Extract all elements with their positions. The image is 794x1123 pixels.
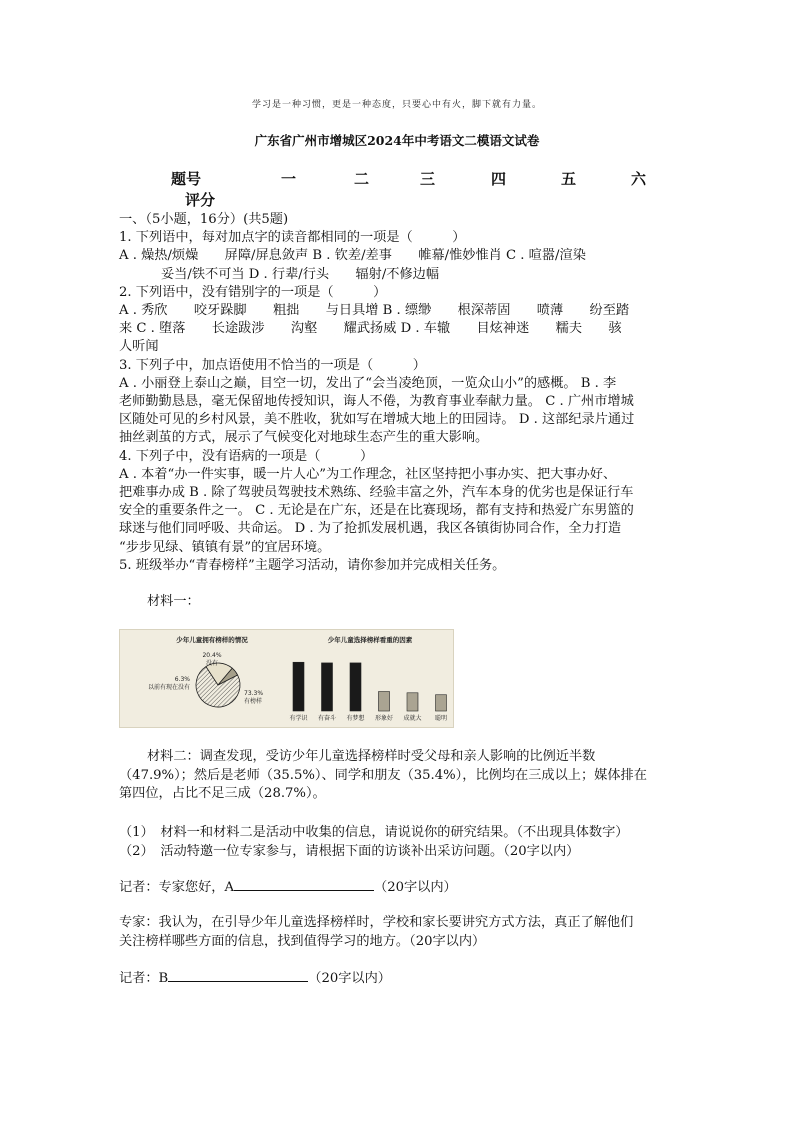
bar-category-label: 成就大 bbox=[403, 715, 422, 722]
reporter-b-suffix: （20字以内） bbox=[308, 971, 391, 986]
score-table-header bbox=[171, 168, 671, 188]
q4-options-4: 球迷与他们同呼吸、共命运。 D . 为了抢抓发展机遇，我区各镇街协同合作，全力打造 bbox=[119, 521, 622, 537]
material-two-line-1: 材料二：调查发现，受访少年儿童选择榜样时受父母和亲人影响的比例近半数 bbox=[147, 749, 596, 764]
pie-slice-label: 有榜样 bbox=[244, 698, 263, 705]
bar-category-label: 有梦想 bbox=[346, 715, 365, 722]
q3-options-3: 区随处可见的乡村风景，美不胜收，犹如写在增城大地上的田园诗。 D . 这部纪录片通过 bbox=[119, 412, 635, 428]
q1-stem: 1. 下列语中，每对加点字的读音都相同的一项是（ ） bbox=[119, 230, 466, 246]
material-two bbox=[119, 748, 679, 804]
bar-category-label: 有奋斗 bbox=[317, 715, 337, 722]
answer-blank-b[interactable] bbox=[168, 968, 308, 982]
q2-options-3: 人听闻 bbox=[119, 339, 159, 355]
interview-expert bbox=[119, 913, 679, 951]
score-col-3: 三 bbox=[420, 170, 436, 188]
section-heading: 一、（5小题，16分）(共5题) bbox=[119, 212, 289, 227]
q1-options-2: 妥当/铁不可当 D . 行辈/行头 辐射/不修边幅 bbox=[161, 266, 440, 282]
q2-stem: 2. 下列语中，没有错别字的一项是（ ） bbox=[119, 284, 387, 300]
pie-slice-label: 没有 bbox=[205, 660, 219, 667]
bar-chart-title: 少年儿童选择榜样看重的因素 bbox=[327, 636, 413, 644]
bar bbox=[407, 693, 418, 711]
q4-stem: 4. 下列子中，没有语病的一项是（ ） bbox=[119, 448, 374, 464]
answer-blank-a[interactable] bbox=[234, 877, 374, 891]
pie-slice-label: 以前有现在没有 bbox=[147, 684, 190, 691]
motto-header: 学习是一种习惯，更是一种态度，只要心中有火，脚下就有力量。 bbox=[251, 100, 542, 110]
q4-options-2: 把难事办成 B . 除了驾驶员驾驶技术熟练、经验丰富之外，汽车本身的优劣也是保证行车 bbox=[119, 485, 634, 501]
pie-value-label: 6.3% bbox=[174, 676, 190, 683]
interview-reporter-a bbox=[119, 877, 679, 897]
q5-stem: 5. 班级举办“青春榜样”主题学习活动，请你参加并完成相关任务。 bbox=[119, 557, 506, 573]
q4-options-5: “步步见绿、镇镇有景”的宜居环境。 bbox=[119, 539, 331, 555]
q3-options-4: 抽丝剥茧的方式，展示了气候变化对地球生态产生的重大影响。 bbox=[119, 430, 489, 446]
q3-options-1: A . 小丽登上泰山之巅，目空一切，发出了“会当凌绝顶，一览众山小”的感概。 B . 李 bbox=[119, 375, 617, 391]
chart-figure bbox=[120, 630, 453, 727]
section-one bbox=[119, 211, 679, 611]
bar bbox=[350, 663, 361, 711]
material-two-line-2: （47.9%）；然后是老师（35.5%）、同学和朋友（35.4%），比例均在三成以上；媒体排在 bbox=[119, 767, 647, 783]
material-one-chart bbox=[119, 629, 454, 728]
score-col-2: 二 bbox=[354, 170, 370, 188]
q1-options-1: A . 燥热/烦燥 屏障/屏息敛声 B . 钦差/差事 帷幕/惟妙惟肖 C . 喧嚣/渲染 bbox=[119, 248, 586, 264]
score-row-label: 题号 bbox=[171, 170, 202, 188]
pie-chart-title: 少年儿童拥有榜样的情况 bbox=[176, 636, 248, 644]
sub-questions bbox=[119, 823, 679, 861]
q2-options-2: 来 C . 堕落 长途跋涉 沟壑 耀武扬威 D . 车辙 目炫神迷 糯夫 骇 bbox=[119, 321, 622, 337]
q4-options-1: A . 本着“办一件实事，暖一片人心”为工作理念，社区坚持把小事办实、把大事办好、 bbox=[119, 466, 617, 482]
reporter-a-suffix: （20字以内） bbox=[374, 880, 457, 895]
score-col-5: 五 bbox=[561, 170, 577, 188]
q3-stem: 3. 下列子中，加点语使用不恰当的一项是（ ） bbox=[119, 357, 426, 373]
q2-options-1: A . 秀欣 咬牙跺脚 粗拙 与日具增 B . 缥缈 根深蒂固 喷薄 纷至踏 bbox=[119, 303, 630, 319]
material-one-label: 材料一： bbox=[147, 594, 200, 610]
bar-category-label: 形象好 bbox=[374, 715, 394, 722]
q4-options-3: 安全的重要条件之一。 C . 无论是在广东，还是在比赛现场，都有支持和热爱广东男篮的 bbox=[119, 503, 634, 519]
sub-question-1: （1） 材料一和材料二是活动中收集的信息，请说说你的研究结果。（不出现具体数字） bbox=[119, 825, 629, 840]
q3-options-2: 老师勤勤恳恳，毫无保留地传授知识，诲人不倦，为教育事业奉献力量。 C . 广州市增城 bbox=[119, 394, 634, 410]
expert-line-1: 专家：我认为，在引导少年儿童选择榜样时，学校和家长要讲究方式方法，真正了解他们 bbox=[119, 915, 634, 930]
bar-category-label: 聪明 bbox=[434, 715, 448, 722]
material-two-line-3: 第四位，占比不足三成（28.7%）。 bbox=[119, 786, 326, 801]
bar bbox=[322, 663, 333, 711]
bar-category-label: 有学识 bbox=[289, 715, 308, 722]
bar bbox=[379, 692, 390, 712]
score-label: 评分 bbox=[185, 191, 216, 209]
interview-reporter-b bbox=[119, 968, 679, 988]
page-title: 广东省广州市增城区2024年中考语文二模语文试卷 bbox=[254, 133, 540, 148]
bar bbox=[293, 662, 304, 711]
sub-question-2: （2） 活动特邀一位专家参与，请根据下面的访谈补出采访问题。（20字以内） bbox=[119, 844, 580, 859]
bar bbox=[436, 695, 447, 711]
reporter-b-prefix: 记者：B bbox=[119, 971, 169, 986]
pie-value-label: 20.4% bbox=[202, 652, 222, 659]
expert-line-2: 关注榜样哪些方面的信息，找到值得学习的地方。（20字以内） bbox=[119, 934, 486, 949]
score-col-6: 六 bbox=[631, 170, 647, 188]
reporter-a-prefix: 记者：专家您好，A bbox=[119, 880, 235, 895]
score-col-4: 四 bbox=[491, 170, 507, 188]
pie-value-label: 73.3% bbox=[244, 690, 264, 697]
score-col-1: 一 bbox=[281, 170, 297, 188]
